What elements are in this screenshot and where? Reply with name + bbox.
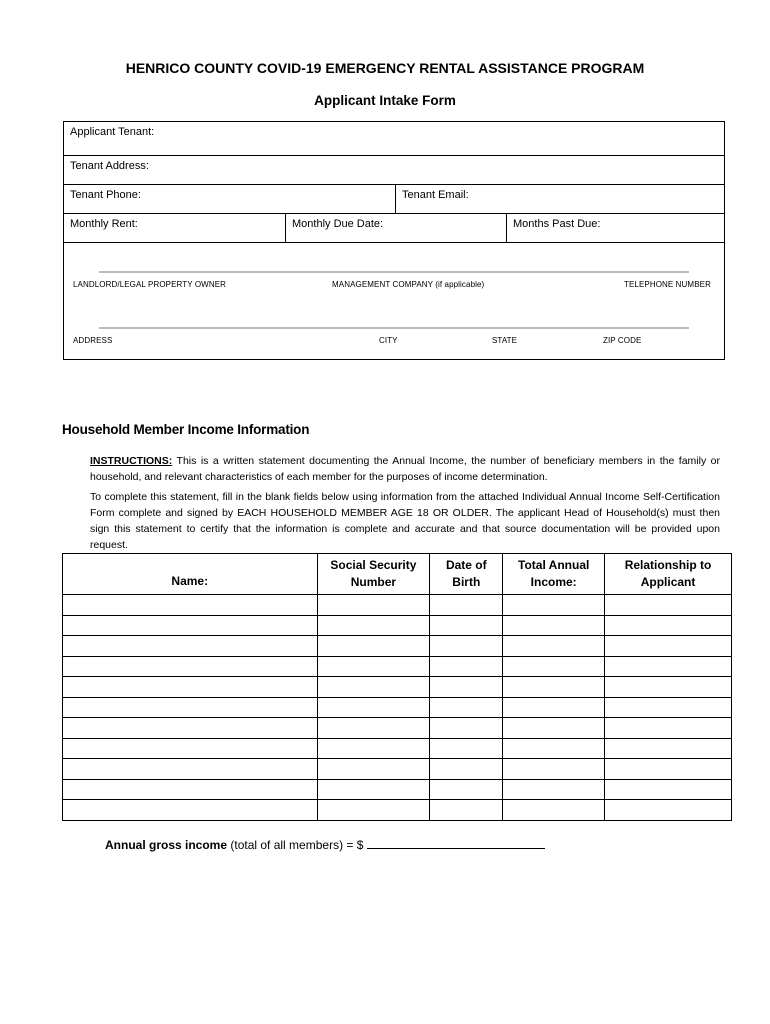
income-cell[interactable] — [503, 759, 605, 780]
relationship-cell[interactable] — [605, 677, 732, 698]
table-row — [63, 595, 732, 616]
relationship-cell[interactable] — [605, 595, 732, 616]
applicant-tenant-field[interactable] — [64, 122, 724, 155]
monthly-due-date-label: Monthly Due Date: — [292, 218, 384, 230]
income-header-line1: Total Annual — [518, 558, 590, 572]
address-line[interactable] — [99, 327, 689, 329]
form-title: HENRICO COUNTY COVID-19 EMERGENCY RENTAL ASSISTANCE PROGRAM — [125, 60, 645, 76]
name-cell[interactable] — [63, 615, 318, 636]
instructions-label: INSTRUCTIONS: — [90, 455, 173, 467]
name-cell[interactable] — [63, 800, 318, 821]
table-row — [63, 759, 732, 780]
completion-paragraph: To complete this statement, fill in the blank fields below using information from the attached Individual Annual Income Self-Certification Form complete and signed by EACH HOUSEHOLD MEMBER AGE 18 OR OLDER. The applicant Head of Household(s) must then sign this statement to certify that the information is complete and accurate and that source documentation will be provided upon request. — [90, 491, 720, 551]
table-row — [63, 718, 732, 739]
telephone-number-caption: TELEPHONE NUMBER — [624, 280, 711, 289]
income-cell[interactable] — [503, 636, 605, 657]
household-section-heading: Household Member Income Information — [62, 422, 310, 437]
name-cell[interactable] — [63, 697, 318, 718]
income-header-line2: Income: — [530, 575, 577, 589]
months-past-due-field[interactable] — [506, 214, 726, 242]
name-cell[interactable] — [63, 677, 318, 698]
dob-cell[interactable] — [430, 697, 503, 718]
months-past-due-label: Months Past Due: — [513, 218, 601, 230]
relationship-header-line2: Applicant — [640, 575, 696, 589]
table-row — [63, 615, 732, 636]
income-cell[interactable] — [503, 738, 605, 759]
ssn-cell[interactable] — [317, 718, 430, 739]
tenant-address-label: Tenant Address: — [70, 160, 149, 172]
ssn-cell[interactable] — [317, 779, 430, 800]
income-cell[interactable] — [503, 697, 605, 718]
name-cell[interactable] — [63, 779, 318, 800]
dob-cell[interactable] — [430, 738, 503, 759]
income-cell[interactable] — [503, 718, 605, 739]
state-caption: STATE — [492, 336, 518, 345]
table-row — [63, 656, 732, 677]
tenant-phone-label: Tenant Phone: — [70, 189, 141, 201]
applicant-tenant-label: Applicant Tenant: — [70, 126, 155, 138]
annual-gross-income-field[interactable] — [367, 836, 545, 849]
tenant-phone-field[interactable] — [64, 185, 395, 213]
name-cell[interactable] — [63, 595, 318, 616]
relationship-column-header — [605, 554, 732, 595]
ssn-cell[interactable] — [317, 738, 430, 759]
monthly-due-date-field[interactable] — [285, 214, 506, 242]
monthly-rent-label: Monthly Rent: — [70, 218, 138, 230]
relationship-cell[interactable] — [605, 738, 732, 759]
rent-row — [64, 214, 724, 243]
dob-cell[interactable] — [430, 800, 503, 821]
name-cell[interactable] — [63, 738, 318, 759]
income-cell[interactable] — [503, 677, 605, 698]
tenant-email-label: Tenant Email: — [402, 189, 469, 201]
management-company-caption: MANAGEMENT COMPANY (if applicable) — [332, 280, 485, 289]
income-cell[interactable] — [503, 800, 605, 821]
ssn-cell[interactable] — [317, 800, 430, 821]
relationship-cell[interactable] — [605, 656, 732, 677]
name-cell[interactable] — [63, 718, 318, 739]
ssn-column-header — [317, 554, 430, 595]
table-row — [63, 677, 732, 698]
ssn-cell[interactable] — [317, 697, 430, 718]
household-members-table — [62, 553, 732, 821]
annual-gross-income-label: Annual gross income — [105, 838, 228, 852]
dob-header-line2: Birth — [452, 575, 481, 589]
landlord-owner-caption: LANDLORD/LEGAL PROPERTY OWNER — [73, 280, 227, 289]
dob-cell[interactable] — [430, 759, 503, 780]
ssn-cell[interactable] — [317, 615, 430, 636]
zip-code-caption: ZIP CODE — [603, 336, 642, 345]
city-caption: CITY — [379, 336, 398, 345]
name-cell[interactable] — [63, 759, 318, 780]
tenant-contact-row — [64, 185, 724, 214]
table-row — [63, 636, 732, 657]
dob-cell[interactable] — [430, 595, 503, 616]
applicant-info-box — [63, 121, 725, 360]
dob-cell[interactable] — [430, 636, 503, 657]
ssn-header-line2: Number — [350, 575, 397, 589]
annual-gross-income-suffix: (total of all members) = $ — [227, 838, 367, 852]
tenant-address-row — [64, 156, 724, 185]
relationship-header-line1: Relationship to — [624, 558, 712, 572]
relationship-cell[interactable] — [605, 800, 732, 821]
address-caption: ADDRESS — [73, 336, 113, 345]
table-row — [63, 800, 732, 821]
table-header-row — [63, 554, 732, 595]
dob-cell[interactable] — [430, 677, 503, 698]
income-cell[interactable] — [503, 656, 605, 677]
annual-gross-income — [105, 836, 545, 852]
relationship-cell[interactable] — [605, 615, 732, 636]
dob-header-line1: Date of — [445, 558, 487, 572]
income-column-header — [503, 554, 605, 595]
relationship-cell[interactable] — [605, 636, 732, 657]
monthly-rent-field[interactable] — [64, 214, 285, 242]
table-row — [63, 779, 732, 800]
name-cell[interactable] — [63, 656, 318, 677]
relationship-cell[interactable] — [605, 779, 732, 800]
income-cell[interactable] — [503, 615, 605, 636]
dob-cell[interactable] — [430, 718, 503, 739]
income-cell[interactable] — [503, 779, 605, 800]
table-row — [63, 697, 732, 718]
name-cell[interactable] — [63, 636, 318, 657]
instructions-paragraph — [90, 453, 720, 485]
dob-column-header — [430, 554, 503, 595]
ssn-cell[interactable] — [317, 759, 430, 780]
tenant-email-field[interactable] — [395, 185, 726, 213]
ssn-cell[interactable] — [317, 656, 430, 677]
ssn-header-line1: Social Security — [330, 558, 417, 572]
form-subtitle: Applicant Intake Form — [314, 93, 456, 108]
dob-cell[interactable] — [430, 779, 503, 800]
relationship-cell[interactable] — [605, 697, 732, 718]
instructions-text: This is a written statement documenting the Annual Income, the number of beneficiary members in the family or household, and relevant characteristics of each member for the purposes of income determination. — [90, 455, 720, 483]
name-column-header: Name: — [63, 554, 318, 595]
income-cell[interactable] — [503, 595, 605, 616]
applicant-tenant-row — [64, 122, 724, 156]
ssn-cell[interactable] — [317, 677, 430, 698]
ssn-cell[interactable] — [317, 636, 430, 657]
landlord-signature-line[interactable] — [99, 271, 689, 273]
ssn-cell[interactable] — [317, 595, 430, 616]
relationship-cell[interactable] — [605, 718, 732, 739]
dob-cell[interactable] — [430, 656, 503, 677]
table-row — [63, 738, 732, 759]
dob-cell[interactable] — [430, 615, 503, 636]
tenant-address-field[interactable] — [64, 156, 724, 184]
relationship-cell[interactable] — [605, 759, 732, 780]
